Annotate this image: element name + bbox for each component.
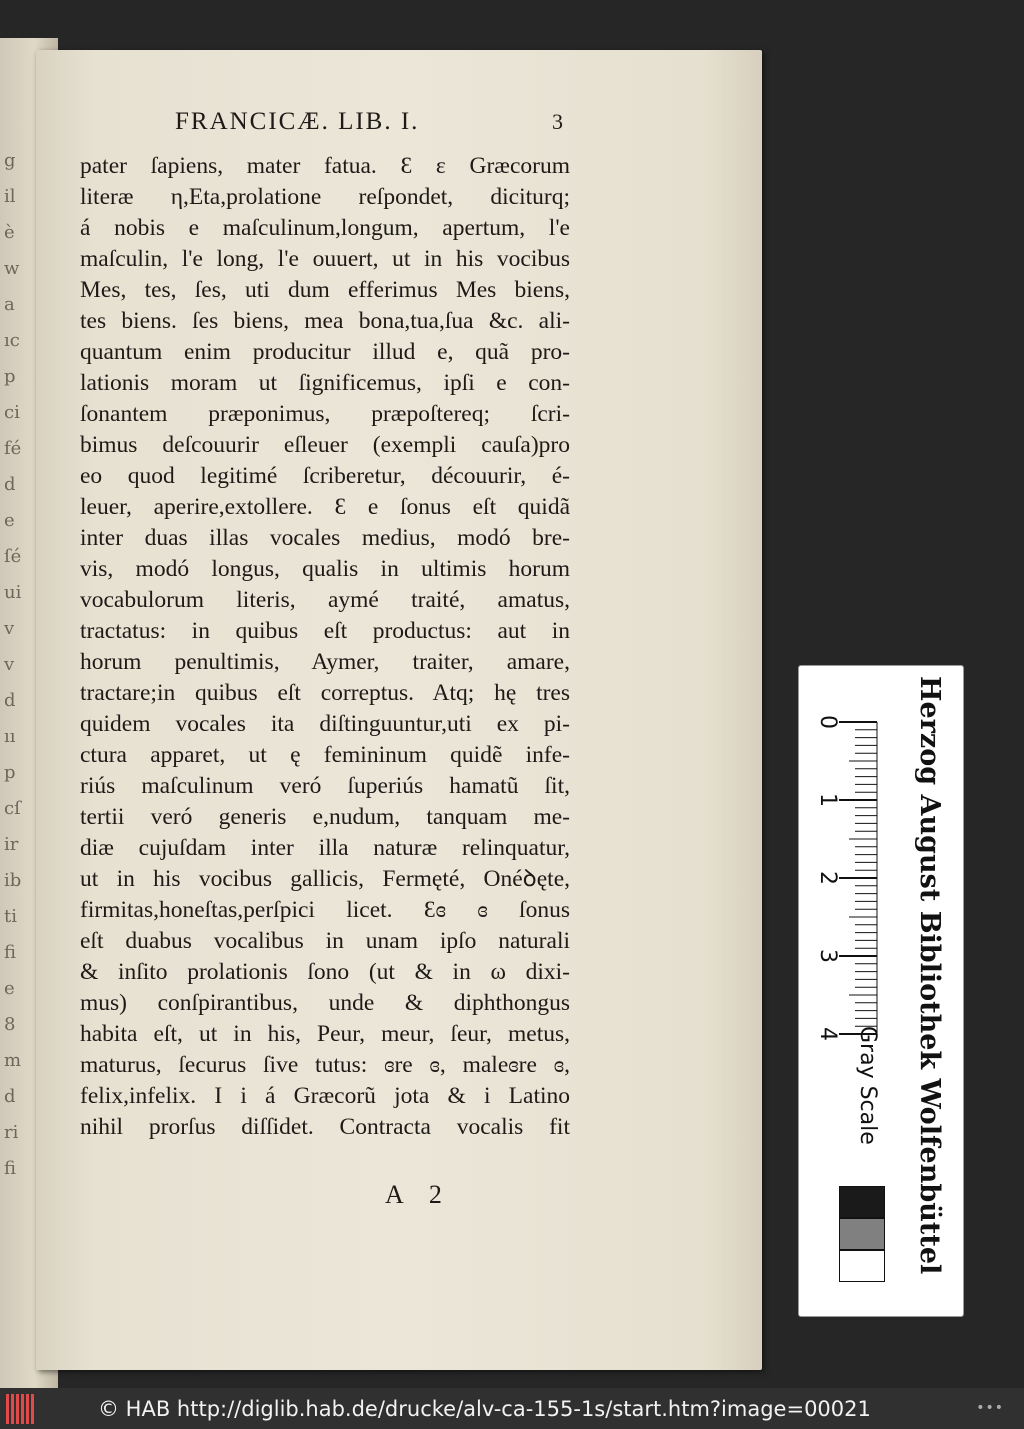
bleed-through-glyph: g bbox=[4, 150, 16, 171]
bleed-through-glyph: ui bbox=[4, 582, 22, 603]
copyright-url[interactable]: © HAB http://diglib.hab.de/drucke/alv-ca-155-1s/start.htm?image=00021 bbox=[98, 1396, 871, 1421]
gray-swatch bbox=[839, 1250, 885, 1282]
text-line: inter duas illas vocales medius, modó bre- bbox=[80, 525, 570, 551]
bleed-through-glyph: v bbox=[4, 618, 15, 639]
gray-swatches bbox=[839, 1186, 885, 1282]
bleed-through-glyph: ir bbox=[4, 834, 19, 855]
text-line: felix,infelix. I i á Græcorũ jota & i Latino bbox=[80, 1083, 570, 1109]
text-line: riús maſculinum veró ſuperiús hamatũ ſit, bbox=[80, 773, 570, 799]
institution-name: Herzog August Bibliothek Wolfenbüttel bbox=[914, 676, 945, 1275]
bleed-through-glyph: p bbox=[4, 762, 16, 783]
running-header bbox=[175, 108, 565, 136]
more-options-icon[interactable]: ••• bbox=[976, 1400, 1004, 1416]
text-line: horum penultimis, Aymer, traiter, amare, bbox=[80, 649, 570, 675]
bleed-through-glyph: m bbox=[4, 1050, 22, 1071]
bleed-through-glyph: ib bbox=[4, 870, 22, 891]
text-line: maturus, ſecurus ſive tutus: ɞre ɞ, maleɞre ɞ, bbox=[80, 1052, 570, 1078]
bleed-through-glyph: 8 bbox=[4, 1014, 16, 1035]
text-line: leuer, aperire,extollere. Ɛ e ſonus eſt quidã bbox=[80, 494, 570, 520]
text-line: á nobis e maſculinum,longum, apertum, l'e bbox=[80, 215, 570, 241]
text-line: quidem vocales ita diſtinguuntur,uti ex pi- bbox=[80, 711, 570, 737]
bleed-through-glyph: e bbox=[4, 978, 15, 999]
bleed-through-glyph: fé bbox=[4, 438, 22, 459]
running-title: FRANCICÆ. LIB. I. bbox=[175, 108, 420, 135]
bleed-through-glyph: d bbox=[4, 1086, 16, 1107]
text-line: vis, modó longus, qualis in ultimis horum bbox=[80, 556, 570, 582]
bleed-through-glyph: ıc bbox=[4, 330, 20, 351]
text-line: tractare;in quibus eſt correptus. Atq; hę tres bbox=[80, 680, 570, 706]
bleed-through-glyph: v bbox=[4, 654, 15, 675]
ruler bbox=[799, 666, 889, 1066]
gray-scale-label: Gray Scale bbox=[855, 1026, 880, 1145]
ruler-number: 4 bbox=[815, 1027, 840, 1041]
text-line: & inſito prolationis ſono (ut & in ω dixi- bbox=[80, 959, 570, 985]
ruler-number: 0 bbox=[815, 715, 840, 729]
footer-bar bbox=[0, 1388, 1024, 1429]
bleed-through-glyph: fi bbox=[4, 1158, 17, 1179]
bleed-through-glyph: fi bbox=[4, 942, 17, 963]
ruler-number: 1 bbox=[815, 793, 840, 807]
bleed-through-glyph: e bbox=[4, 510, 15, 531]
bleed-through-glyph: cſ bbox=[4, 798, 21, 819]
bleed-through-glyph: ſé bbox=[4, 546, 22, 567]
folio-number: 3 bbox=[552, 109, 565, 134]
bleed-through-glyph: ti bbox=[4, 906, 17, 927]
text-line: literæ η,Eta,prolatione reſpondet, diciturq; bbox=[80, 184, 570, 210]
bleed-through-glyph: è bbox=[4, 222, 15, 243]
ruler-number: 3 bbox=[815, 949, 840, 963]
text-line: ſonantem præponimus, præpoſtereq; ſcri- bbox=[80, 401, 570, 427]
text-line: ctura apparet, ut ę femininum quidẽ infe- bbox=[80, 742, 570, 768]
text-line: pater ſapiens, mater fatua. Ɛ ɛ Græcorum bbox=[80, 153, 570, 179]
text-line: lationis moram ut ſignificemus, ipſi e con- bbox=[80, 370, 570, 396]
text-line: ut in his vocibus gallicis, Fermęté, Onéꝺęte, bbox=[80, 866, 570, 892]
bleed-through-glyph: p bbox=[4, 366, 16, 387]
gray-swatch bbox=[839, 1186, 885, 1218]
gray-swatch bbox=[839, 1218, 885, 1250]
text-line: maſculin, l'e long, l'e ouuert, ut in his vocibus bbox=[80, 246, 570, 272]
text-line: diæ cujuſdam inter illa naturæ relinquatur, bbox=[80, 835, 570, 861]
bleed-through-glyph: ci bbox=[4, 402, 20, 423]
bleed-through-glyph: ri bbox=[4, 1122, 19, 1143]
text-line: vocabulorum literis, aymé traité, amatus, bbox=[80, 587, 570, 613]
text-line: tes biens. ſes biens, mea bona,tua,ſua &c. ali- bbox=[80, 308, 570, 334]
bleed-through-glyph: il bbox=[4, 186, 16, 207]
text-line: tertii veró generis e,nudum, tanquam me- bbox=[80, 804, 570, 830]
text-line: nihil prorſus diſſidet. Contracta vocalis fit bbox=[80, 1114, 570, 1140]
text-line: Mes, tes, ſes, uti dum efferimus Mes biens, bbox=[80, 277, 570, 303]
text-line: quantum enim producitur illud e, quã pro- bbox=[80, 339, 570, 365]
hab-logo-icon bbox=[6, 1394, 46, 1424]
bleed-through-glyph: a bbox=[4, 294, 15, 315]
signature-mark: A 2 bbox=[385, 1180, 452, 1209]
bleed-through-glyph: w bbox=[4, 258, 20, 279]
text-line: tractatus: in quibus eſt productus: aut in bbox=[80, 618, 570, 644]
text-line: eſt duabus vocalibus in unam ipſo naturali bbox=[80, 928, 570, 954]
bleed-through-glyph: d bbox=[4, 690, 16, 711]
text-line: eo quod legitimé ſcriberetur, découurir, é- bbox=[80, 463, 570, 489]
text-line: firmitas,honeſtas,perſpici licet. Ɛɞ ɞ ſonus bbox=[80, 897, 570, 923]
text-line: bimus deſcouurir eſleuer (exempli cauſa)pro bbox=[80, 432, 570, 458]
color-scale-card bbox=[798, 665, 964, 1317]
ruler-number: 2 bbox=[815, 871, 840, 885]
bleed-through-glyph: ıı bbox=[4, 726, 16, 747]
bleed-through-glyph: d bbox=[4, 474, 16, 495]
text-line: habita eſt, ut in his, Peur, meur, ſeur, metus, bbox=[80, 1021, 570, 1047]
text-line: mus) conſpirantibus, unde & diphthongus bbox=[80, 990, 570, 1016]
